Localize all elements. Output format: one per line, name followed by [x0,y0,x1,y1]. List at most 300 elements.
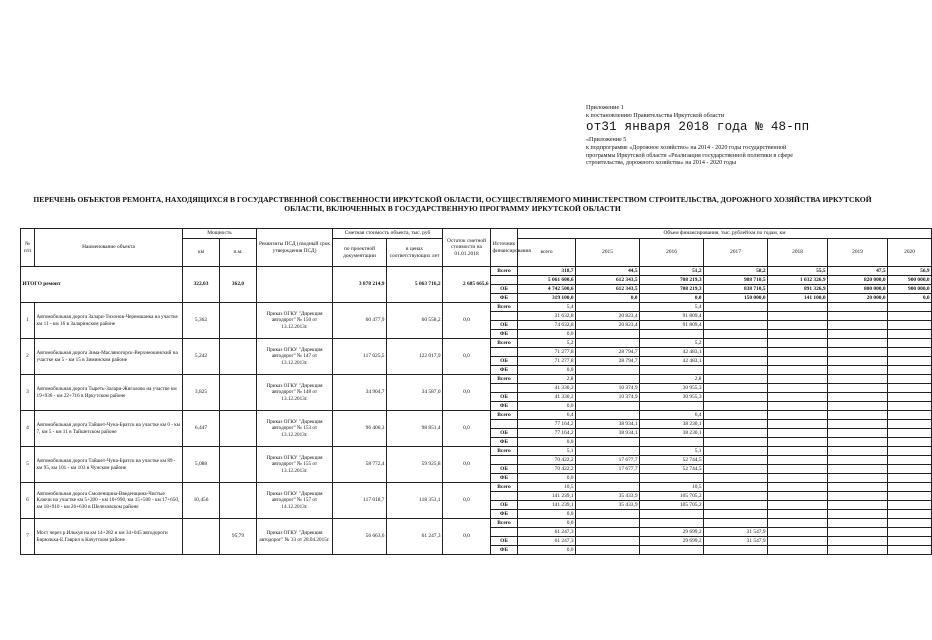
object-km: 3,825 [183,375,220,411]
col-remainder-header: Остаток сметной стоимости на 01.01.2018 [443,229,491,267]
object-name: Автомобильная дорога Смоленщина-Введенщина-Чистые Ключи на участке км 5+200 - км 10+990, км 15+500 - км 17+650, км 18+910 - км 26+630 в Шелеховском районе [35,483,183,519]
source-label [491,276,518,285]
funding-value [768,501,828,510]
row-number: 5 [21,447,35,483]
funding-value: 5,1 [640,447,704,456]
funding-value: 29 699,2 [640,528,704,537]
object-pm: 95,79 [220,519,257,555]
psd-details: Приказ ОГКУ "Дирекция автодорог" № 147 от 13.12.2013г. [257,339,333,375]
funding-value [768,402,828,411]
funding-value [888,393,932,402]
decree-line [586,121,886,134]
total-remainder: 2 685 665,6 [443,267,491,303]
funding-value: 70 422,2 [518,456,576,465]
funding-value [888,366,932,375]
funding-value [768,348,828,357]
object-km: 5,242 [183,339,220,375]
funding-value: 71 277,8 [518,357,576,366]
source-label [491,384,518,393]
funding-value [768,366,828,375]
source-label: Всего [491,519,518,528]
object-km: 10,456 [183,483,220,519]
cost-project: 58 772,4 [333,447,387,483]
source-label: ФБ [491,366,518,375]
funding-value [704,447,768,456]
funding-value [704,402,768,411]
funding-value [704,312,768,321]
total-label: ИТОГО ремонт [21,267,183,303]
object-pm [220,339,257,375]
funding-value [704,339,768,348]
objects-table [20,228,932,555]
funding-value: 29 699,2 [640,537,704,546]
funding-value [704,375,768,384]
funding-value [768,483,828,492]
decree-prefix: от [586,119,602,134]
funding-value [640,519,704,528]
funding-value [640,330,704,339]
funding-value [576,330,640,339]
col-km-header: км [183,239,220,267]
funding-value [828,402,888,411]
funding-value: 30 955,3 [640,384,704,393]
funding-value [576,447,640,456]
funding-value: 5,2 [640,339,704,348]
table-row [21,411,932,420]
funding-value [768,312,828,321]
funding-value [640,510,704,519]
source-label: Всего [491,267,518,276]
object-name: Автомобильная дорога Тайшет-Чуна-Братск на участке км 89 - км 95, км 101 - км 103 в Чунском районе [35,447,183,483]
funding-value: 0,0 [518,510,576,519]
funding-value: 42 483,1 [640,348,704,357]
funding-value: 31 547,9 [704,537,768,546]
funding-value [768,420,828,429]
funding-value [888,402,932,411]
funding-value: 6,4 [640,411,704,420]
funding-value: 10,5 [640,483,704,492]
col-2019-header: 2019 [828,239,888,267]
funding-value: 0,0 [576,294,640,303]
funding-value [828,420,888,429]
funding-value [828,492,888,501]
psd-details: Приказ ОГКУ "Дирекция автодорог" № 153 от 13.12.2013г. [257,411,333,447]
funding-value: 5,2 [518,339,576,348]
funding-value: 0,0 [518,402,576,411]
funding-value: 51,2 [640,267,704,276]
funding-value: 141 100,0 [768,294,828,303]
source-label [491,456,518,465]
funding-value: 35 433,9 [576,492,640,501]
funding-value [768,546,828,555]
funding-value: 2,8 [518,375,576,384]
funding-value [704,393,768,402]
funding-value: 52 744,5 [640,465,704,474]
object-pm [220,411,257,447]
funding-value: 5,4 [640,303,704,312]
funding-value: 141 239,1 [518,501,576,510]
funding-value: 988 710,5 [704,276,768,285]
cost-current: 34 587,0 [387,375,443,411]
funding-value [888,312,932,321]
table-row [21,483,932,492]
source-label: ФБ [491,402,518,411]
funding-value [768,519,828,528]
cost-current: 61 247,3 [387,519,443,555]
funding-value [704,456,768,465]
remainder: 0,0 [443,447,491,483]
source-label [491,528,518,537]
funding-value: 17 677,7 [576,465,640,474]
funding-value [828,303,888,312]
funding-value [828,357,888,366]
funding-value [704,384,768,393]
decree-date-number: 31 января 2018 года № 48-пп [601,119,810,134]
col-cost-project-header: по проектной документации [333,239,387,267]
funding-value [704,501,768,510]
funding-value [704,366,768,375]
object-name: Автомобильная дорога Залари-Тихонов-Черемшанка на участке км 11 - км 16 в Заларинском районе [35,303,183,339]
funding-value [704,348,768,357]
funding-value: 318,7 [518,267,576,276]
funding-value: 61 247,3 [518,537,576,546]
funding-value [768,393,828,402]
funding-value [640,366,704,375]
col-2020-header: 2020 [888,239,932,267]
total-row [21,267,932,276]
funding-value: 105 705,2 [640,492,704,501]
funding-value [888,339,932,348]
funding-value: 20 823,4 [576,321,640,330]
funding-value [576,438,640,447]
object-name: Автомобильная дорога Зима-Масляногорск-Верхнеокинский на участке км 5 - км 15 в Зиминском районе [35,339,183,375]
funding-value [828,438,888,447]
funding-value: 71 277,8 [518,348,576,357]
source-label: ОБ [491,357,518,366]
funding-value: 47,5 [828,267,888,276]
cost-project: 117 018,7 [333,483,387,519]
funding-value: 708 219,3 [640,285,704,294]
funding-value: 38 934,1 [576,420,640,429]
funding-value [828,519,888,528]
funding-value [704,357,768,366]
funding-value [640,438,704,447]
cost-project: 96 406,3 [333,411,387,447]
funding-value [888,420,932,429]
funding-value [828,384,888,393]
object-name: Мост через р.Илькуя на км 14+282 и км 34+045 автодороги Бирюлька-Е.Гаврил в Качугском районе [35,519,183,555]
funding-value [768,447,828,456]
row-number: 2 [21,339,35,375]
source-label: ФБ [491,474,518,483]
total-cost-project: 3 878 214,9 [333,267,387,303]
funding-value: 61 247,3 [518,528,576,537]
row-number: 7 [21,519,35,555]
funding-value [828,411,888,420]
funding-value [576,510,640,519]
source-label: Всего [491,303,518,312]
funding-value [576,519,640,528]
object-pm [220,483,257,519]
source-label: ОБ [491,465,518,474]
funding-value [704,429,768,438]
total-cost-current: 5 063 716,2 [387,267,443,303]
funding-value: 91 809,4 [640,321,704,330]
funding-value [828,330,888,339]
funding-value: 4 742 500,6 [518,285,576,294]
funding-value: 612 343,5 [576,276,640,285]
total-pm: 362,0 [220,267,257,303]
funding-value: 105 705,2 [640,501,704,510]
funding-value [828,393,888,402]
row-number: 1 [21,303,35,339]
funding-value [704,546,768,555]
object-km: 5,088 [183,447,220,483]
appendix-header [586,104,886,136]
funding-value [828,447,888,456]
source-label: ФБ [491,330,518,339]
funding-value [704,474,768,483]
funding-value [888,501,932,510]
funding-value [576,546,640,555]
funding-value [888,492,932,501]
funding-value: 42 483,1 [640,357,704,366]
funding-value [888,303,932,312]
object-pm [220,375,257,411]
funding-value: 6,4 [518,411,576,420]
funding-value [828,429,888,438]
col-2015-header: 2015 [576,239,640,267]
title-line-2: ОБЛАСТИ, ВКЛЮЧЕННЫХ В ГОСУДАРСТВЕННУЮ ПРОГРАММУ ИРКУТСКОЙ ОБЛАСТИ [284,204,621,214]
funding-value [704,411,768,420]
cost-project: 60 477,9 [333,303,387,339]
source-label [491,312,518,321]
remainder: 0,0 [443,339,491,375]
funding-value [768,429,828,438]
source-label: Всего [491,483,518,492]
funding-value: 44,5 [576,267,640,276]
funding-value: 58,2 [704,267,768,276]
object-pm [220,303,257,339]
funding-value [828,321,888,330]
funding-value: 77 164,2 [518,420,576,429]
funding-value: 0,0 [518,474,576,483]
cost-current: 59 925,8 [387,447,443,483]
row-number: 4 [21,411,35,447]
remainder: 0,0 [443,375,491,411]
funding-value [888,321,932,330]
table-row [21,339,932,348]
funding-value [768,321,828,330]
funding-value [828,483,888,492]
funding-value [768,438,828,447]
cost-project: 34 904,7 [333,375,387,411]
col-total-header: всего [518,239,576,267]
funding-value [888,465,932,474]
funding-value [768,375,828,384]
funding-value: 5,1 [518,447,576,456]
funding-value [576,483,640,492]
funding-value [828,510,888,519]
funding-value: 52 744,5 [640,456,704,465]
funding-value [576,303,640,312]
cost-current: 60 558,2 [387,303,443,339]
source-label: ОБ [491,321,518,330]
source-label: ФБ [491,546,518,555]
funding-value: 70 422,2 [518,465,576,474]
col-pm-header: п.м. [220,239,257,267]
funding-value: 10 374,9 [576,384,640,393]
funding-value [888,411,932,420]
subprogram-line-2: программы Иркутской области «Реализация государственной политики в сфере [586,152,794,159]
col-cost-header: Сметная стоимость объекта, тыс. руб [333,229,443,239]
funding-value: 838 710,5 [704,285,768,294]
funding-value [704,420,768,429]
object-km [183,519,220,555]
table-row [21,375,932,384]
funding-value: 708 219,3 [640,276,704,285]
source-label [491,492,518,501]
row-number: 6 [21,483,35,519]
funding-value [828,456,888,465]
funding-value: 612 343,5 [576,285,640,294]
table-row [21,303,932,312]
source-label: Всего [491,339,518,348]
remainder: 0,0 [443,411,491,447]
col-2016-header: 2016 [640,239,704,267]
funding-value [704,321,768,330]
table-row [21,447,932,456]
funding-value [888,429,932,438]
funding-value [704,330,768,339]
funding-value [768,528,828,537]
total-details [257,267,333,303]
source-label: ОБ [491,429,518,438]
funding-value [888,528,932,537]
funding-value [576,528,640,537]
col-2017-header: 2017 [704,239,768,267]
funding-value [704,492,768,501]
funding-value [768,465,828,474]
funding-value: 41 330,2 [518,384,576,393]
funding-value [768,510,828,519]
funding-value [828,339,888,348]
funding-value [888,348,932,357]
funding-value [640,546,704,555]
funding-value [704,510,768,519]
header-row-1 [21,229,932,239]
funding-value [768,537,828,546]
funding-value [828,546,888,555]
table-row [21,519,932,528]
funding-value: 141 239,1 [518,492,576,501]
funding-value [888,375,932,384]
subprogram-appendix: «Приложение 5 [586,137,627,143]
funding-value [888,483,932,492]
funding-value: 820 000,0 [828,276,888,285]
cost-current: 118 353,1 [387,483,443,519]
funding-value: 0,0 [518,546,576,555]
cost-current: 122 017,9 [387,339,443,375]
source-label [491,420,518,429]
funding-value: 0,0 [640,294,704,303]
object-name: Автомобильная дорога Тайшет-Чуна-Братск на участке км 0 - км 7, км 5 - км 11 в Тайшетском районе [35,411,183,447]
source-label: Всего [491,375,518,384]
source-label: ФБ [491,438,518,447]
col-cost-current-header: в ценах соответствующих лет [387,239,443,267]
resolution-reference: к постановлению Правительства Иркутской области [586,111,725,119]
funding-value [888,447,932,456]
funding-value: 31 632,8 [518,312,576,321]
funding-value: 900 000,0 [888,276,932,285]
total-km: 322,03 [183,267,220,303]
col-2018-header: 2018 [768,239,828,267]
col-capacity-header: Мощность [183,229,257,239]
funding-value [576,474,640,483]
funding-value: 35 433,9 [576,501,640,510]
document-title [0,195,905,214]
psd-details: Приказ ОГКУ "Дирекция автодорог" № 155 от 13.12.2013г. [257,447,333,483]
cost-project: 56 663,6 [333,519,387,555]
funding-value [768,330,828,339]
funding-value [828,528,888,537]
source-label: Всего [491,411,518,420]
funding-value [576,537,640,546]
funding-value [576,402,640,411]
funding-value [828,375,888,384]
funding-value [768,474,828,483]
object-pm [220,447,257,483]
cost-project: 117 025,5 [333,339,387,375]
col-funding-header: Объем финансирования, тыс. рублей/км по годам, км [518,229,932,239]
funding-value [768,456,828,465]
funding-value: 0,0 [518,330,576,339]
funding-value: 30 955,3 [640,393,704,402]
funding-value: 38 934,1 [576,429,640,438]
funding-value: 1 032 326,9 [768,276,828,285]
funding-value [888,474,932,483]
funding-value: 41 330,2 [518,393,576,402]
funding-value: 900 000,0 [888,285,932,294]
funding-value [704,519,768,528]
source-label: ОБ [491,537,518,546]
funding-value [704,483,768,492]
psd-details: Приказ ОГКУ "Дирекция автодорог" № 150 от 13.12.2013г. [257,303,333,339]
funding-value [888,456,932,465]
funding-value [828,537,888,546]
col-details-header: Реквизиты ПСД (сводный срок утверждения ПСД) [257,229,333,267]
source-label: ОБ [491,501,518,510]
funding-value: 0,0 [518,438,576,447]
funding-value: 10,5 [518,483,576,492]
funding-value [768,339,828,348]
funding-value [828,501,888,510]
appendix-label: Приложение 1 [586,104,624,111]
subprogram-line-3: строительства, дорожного хозяйства» на 2014 - 2020 годы [586,160,737,167]
funding-value [888,357,932,366]
funding-value [888,519,932,528]
funding-value [888,537,932,546]
funding-value: 800 000,0 [828,285,888,294]
psd-details: Приказ ОГКУ "Дирекция автодорог" № 148 от 13.12.2013г. [257,375,333,411]
funding-value: 91 809,4 [640,312,704,321]
funding-value [768,303,828,312]
funding-value [828,312,888,321]
funding-value: 0,0 [518,519,576,528]
col-source-header: Источник финансирования [491,229,518,267]
funding-value: 0,0 [518,366,576,375]
psd-details: Приказ ОГКУ "Дирекция автодорог" № 157 от 14.12.2013г. [257,483,333,519]
